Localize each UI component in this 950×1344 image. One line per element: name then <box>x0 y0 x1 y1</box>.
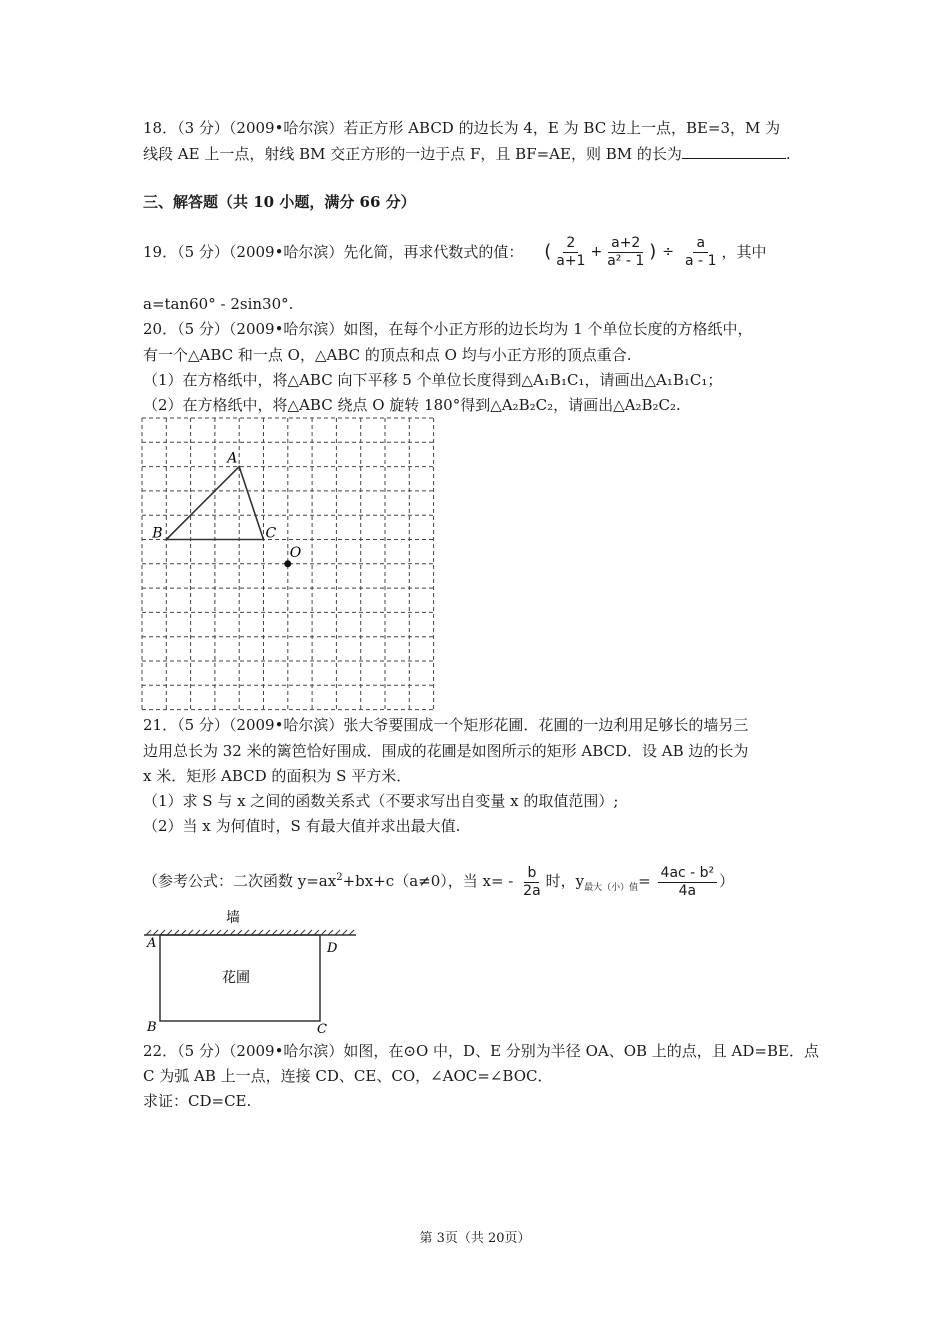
label-b-garden: B <box>147 1020 157 1035</box>
q19-close-paren: ) <box>649 241 657 262</box>
ref-eq: = <box>638 872 651 890</box>
q20-line2: 有一个△ABC 和一点 O，△ABC 的顶点和点 O 均与小正方形的顶点重合. <box>143 346 632 364</box>
q19-expression <box>544 232 721 272</box>
q19-frac2 <box>604 235 647 270</box>
garden-label: 花圃 <box>222 970 250 986</box>
ref-sup: 2 <box>336 872 343 883</box>
q18-answer-blank <box>682 143 786 159</box>
q20-grid-figure <box>138 414 438 714</box>
ref-mid: +bx+c（a≠0），当 x= - <box>342 872 514 890</box>
q22-line3: 求证：CD=CE. <box>143 1092 252 1110</box>
q19-frac2-den: a² - 1 <box>607 252 645 269</box>
ref-frac2-num: 4ac - b² <box>658 865 718 883</box>
q19-suffix: ，其中 <box>721 243 767 261</box>
q19-frac3-num: a <box>693 235 708 253</box>
q20-line1: 20．（5 分）（2009•哈尔滨）如图，在每个小正方形的边长均为 1 个单位长度的方格纸中， <box>143 320 753 338</box>
point-o <box>284 560 291 567</box>
ref-prefix: （参考公式：二次函数 y=ax <box>143 872 337 890</box>
q21-line5: （2）当 x 为何值时，S 有最大值并求出最大值. <box>143 817 461 835</box>
q19-frac1-num: 2 <box>563 235 578 253</box>
q20-line3: （1）在方格纸中，将△ABC 向下平移 5 个单位长度得到△A₁B₁C₁，请画出△A₁B₁C₁； <box>143 371 723 389</box>
q22-line1: 22．（5 分）（2009•哈尔滨）如图，在⊙O 中，D、E 分别为半径 OA、OB 上的点，且 AD=BE．点 <box>143 1042 819 1060</box>
q19-plus: + <box>590 244 603 260</box>
q19-frac1-den: a+1 <box>556 252 586 269</box>
q18-line2 <box>143 143 791 165</box>
q22-line2: C 为弧 AB 上一点，连接 CD、CE、CO，∠AOC=∠BOC． <box>143 1067 553 1085</box>
q21-garden-diagram <box>138 905 363 1037</box>
q19-frac1 <box>553 235 588 270</box>
q19-frac3-den: a - 1 <box>685 252 717 269</box>
label-a: A <box>227 450 238 467</box>
page-footer: 第 3页（共 20页） <box>419 1231 531 1246</box>
q21-line2: 边用总长为 32 米的篱笆恰好围成．围成的花圃是如图所示的矩形 ABCD．设 AB 边的长为 <box>143 742 749 760</box>
q18-line2-text: 线段 AE 上一点，射线 BM 交正方形的一边于点 F，且 BF=AE，则 BM 的长为 <box>143 145 682 163</box>
ref-frac1-den: 2a <box>523 882 541 899</box>
q21-reference-formula <box>143 858 734 908</box>
q19-prefix: 19．（5 分）（2009•哈尔滨）先化简，再求代数式的值： <box>143 243 524 261</box>
label-a-garden: A <box>147 936 157 951</box>
q19-open-paren: ( <box>544 241 552 262</box>
q19-frac3 <box>682 235 719 270</box>
q19-line1 <box>143 232 767 272</box>
label-c: C <box>265 525 277 542</box>
q19-frac2-num: a+2 <box>608 235 643 253</box>
ref-frac1 <box>520 865 544 900</box>
q19-line2: a=tan60° - 2sin30°. <box>143 295 294 313</box>
ref-sub: 最大（小）值 <box>584 883 639 893</box>
wall-label: 墙 <box>226 910 240 926</box>
q18-line1: 18．（3 分）（2009•哈尔滨）若正方形 ABCD 的边长为 4，E 为 BC 边上一点，BE=3，M 为 <box>143 119 781 137</box>
q19-div: ÷ <box>662 244 675 260</box>
label-c-garden: C <box>317 1022 327 1037</box>
ref-frac2-den: 4a <box>678 882 697 899</box>
q21-line4: （1）求 S 与 x 之间的函数关系式（不要求写出自变量 x 的取值范围）; <box>143 792 619 810</box>
q21-line1: 21．（5 分）（2009•哈尔滨）张大爷要围成一个矩形花圃．花圃的一边利用足够长的墙另三 <box>143 716 749 734</box>
section-title: 三、解答题（共 10 小题，满分 66 分） <box>143 193 416 211</box>
label-o: O <box>289 544 302 561</box>
ref-end: ） <box>719 872 735 890</box>
ref-when: 时，y <box>545 872 585 890</box>
q21-line3: x 米．矩形 ABCD 的面积为 S 平方米． <box>143 767 412 785</box>
q18-line2-end: . <box>785 145 791 163</box>
ref-frac2 <box>658 865 718 900</box>
label-b: B <box>152 525 163 542</box>
label-d-garden: D <box>327 941 338 956</box>
q20-line4: （2）在方格纸中，将△ABC 绕点 O 旋转 180°得到△A₂B₂C₂，请画出△A₂B₂C₂. <box>143 396 681 414</box>
ref-frac1-num: b <box>524 865 539 883</box>
